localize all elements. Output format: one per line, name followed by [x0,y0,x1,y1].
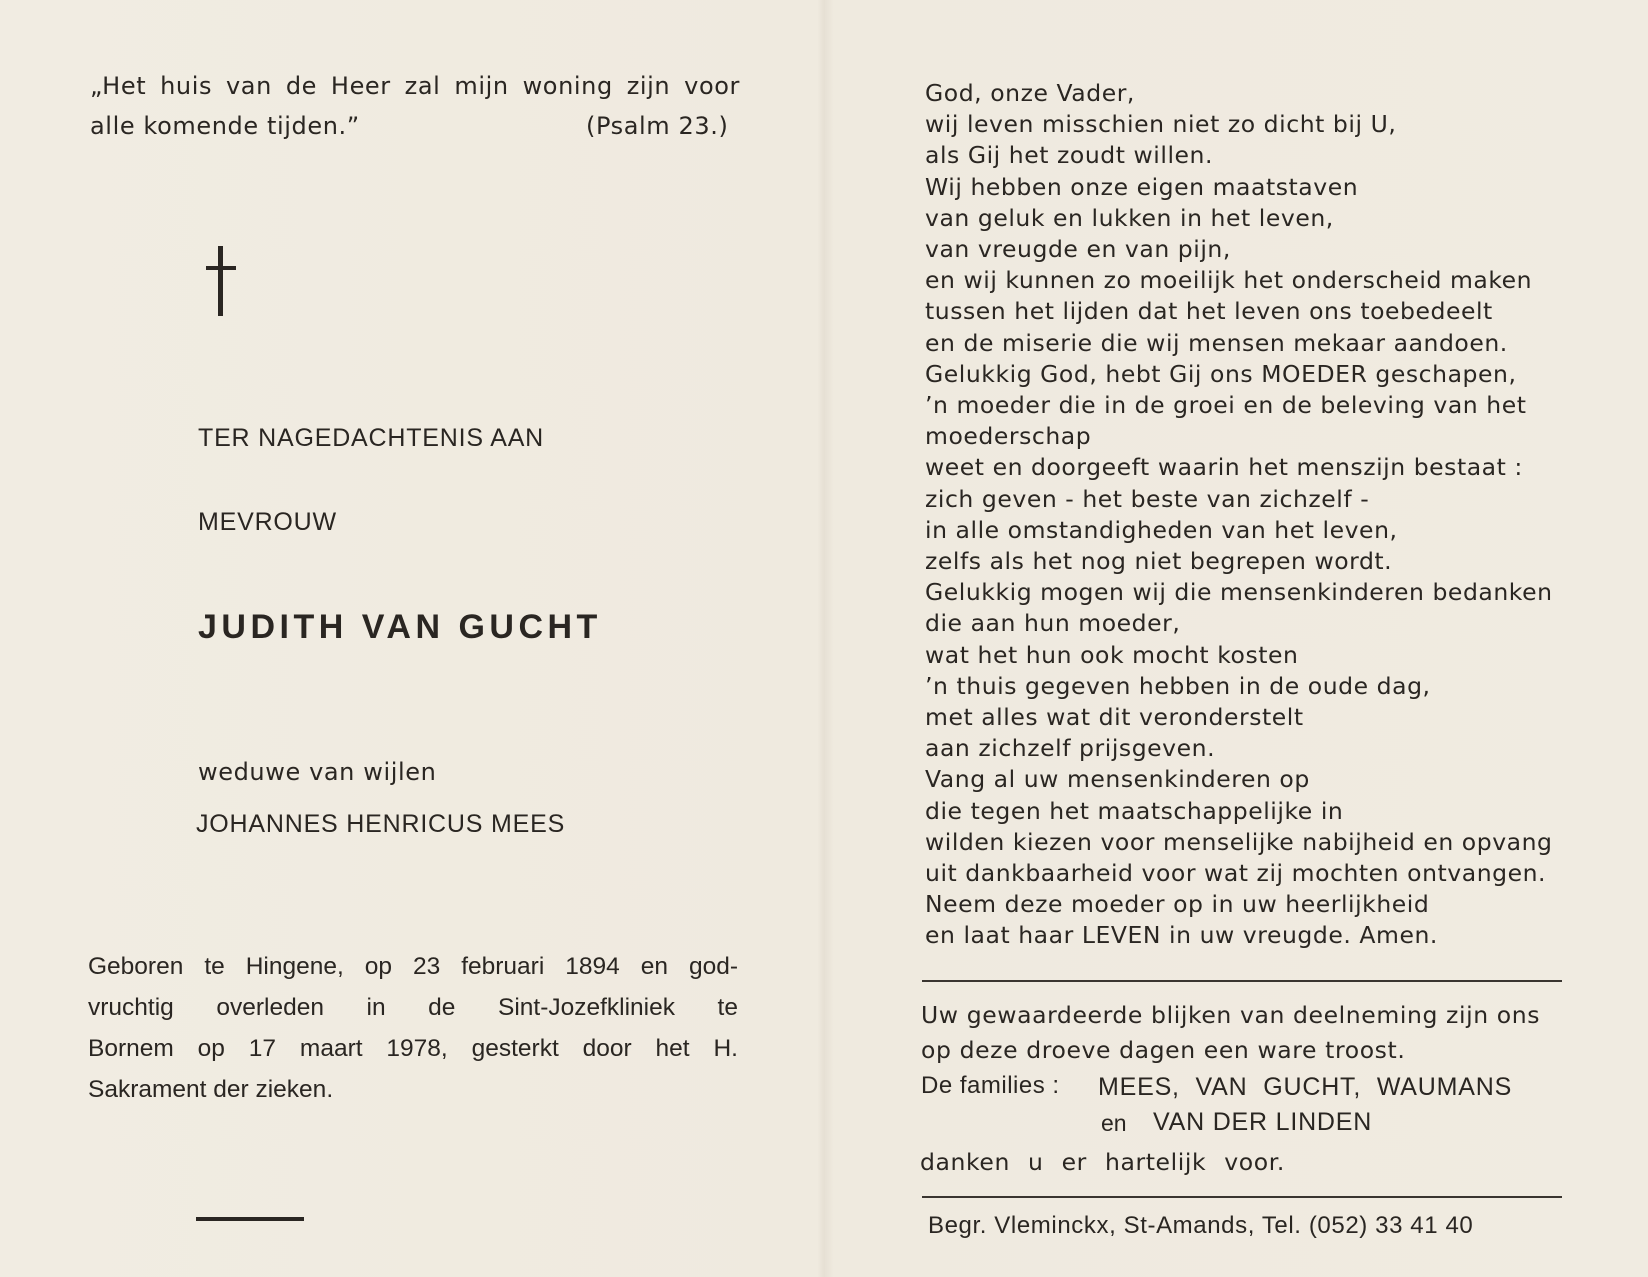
families-names: MEES, VAN GUCHT, WAUMANS [1098,1073,1513,1101]
prayer-line: in alle omstandigheden van het leven, [925,515,1398,544]
birth-death-paragraph [88,946,738,1110]
in-memory-heading: TER NAGEDACHTENIS AAN [198,424,545,452]
prayer-line: wij leven misschien niet zo dicht bij U, [925,110,1397,139]
prayer-line: Wij hebben onze eigen maatstaven [925,172,1359,201]
prayer-line: weet en doorgeeft waarin het menszijn bestaat : [925,453,1523,482]
undertaker-imprint: Begr. Vleminckx, St-Amands, Tel. (052) 33 41 40 [928,1212,1474,1239]
birth-line: vruchtig overleden in de Sint-Jozefkliniek te [88,994,738,1021]
families-label: De families : [921,1072,1060,1099]
psalm-reference: (Psalm 23.) [586,112,729,140]
prayer-line: van geluk en lukken in het leven, [925,203,1334,232]
prayer-line: God, onze Vader, [925,79,1135,107]
prayer-line: wat het hun ook mocht kosten [925,640,1299,669]
psalm-quote-line1: „Het huis van de Heer zal mijn woning zijn voor [90,72,740,100]
birth-line: Sakrament der zieken. [88,1076,334,1103]
birth-line: Bornem op 17 maart 1978, gesterkt door het H. [88,1035,738,1062]
divider-short [196,1217,304,1221]
thanks-line: op deze droeve dagen een ware troost. [921,1036,1406,1064]
prayer-line: en laat haar LEVEN in uw vreugde. Amen. [925,921,1438,950]
prayer-line: met alles wat dit veronderstelt [925,703,1304,732]
families-conjunction: en [1101,1110,1127,1136]
prayer-line: Vang al uw mensenkinderen op [925,765,1310,794]
prayer-line: als Gij het zoudt willen. [925,141,1214,170]
birth-line: Geboren te Hingene, op 23 februari 1894 en god- [88,953,738,980]
title-mevrouw: MEVROUW [198,508,337,536]
prayer-line: aan zichzelf prijsgeven. [925,734,1216,763]
prayer-line: Gelukkig mogen wij die mensenkinderen bedanken [925,578,1553,607]
prayer-line: Gelukkig God, hebt Gij ons MOEDER geschapen, [925,359,1517,388]
thanks-line: Uw gewaardeerde blijken van deelneming zijn ons [921,1001,1541,1029]
prayer-line: die tegen het maatschappelijke in [925,796,1344,825]
widow-of-label: weduwe van wijlen [198,758,437,786]
prayer-line: en de miserie die wij mensen mekaar aandoen. [925,328,1508,357]
prayer-line: die aan hun moeder, [925,609,1181,638]
prayer-line: zelfs als het nog niet begrepen wordt. [925,547,1393,576]
prayer-line: zich geven - het beste van zichzelf - [925,484,1370,513]
prayer-line: wilden kiezen voor menselijke nabijheid en opvang [925,827,1553,856]
families-last-name: VAN DER LINDEN [1153,1108,1373,1136]
prayer-text [925,78,1553,952]
prayer-line: ’n thuis gegeven hebben in de oude dag, [925,671,1431,700]
deceased-name: JUDITH VAN GUCHT [198,608,602,646]
prayer-line: tussen het lijden dat het leven ons toebedeelt [925,297,1493,326]
prayer-line: en wij kunnen zo moeilijk het onderscheid maken [925,266,1533,295]
closing-thanks: danken u er hartelijk voor. [920,1148,1285,1176]
divider-rule [922,1196,1562,1198]
prayer-line: moederschap [925,422,1092,451]
divider-rule [922,980,1562,982]
prayer-line: ’n moeder die in de groei en de beleving van het [925,391,1527,420]
prayer-line: van vreugde en van pijn, [925,235,1231,264]
thanks-text [921,998,1540,1068]
prayer-line: uit dankbaarheid voor wat zij mochten ontvangen. [925,859,1547,888]
prayer-line: Neem deze moeder op in uw heerlijkheid [925,890,1430,919]
husband-name: JOHANNES HENRICUS MEES [196,810,566,838]
cross-icon [203,246,239,316]
psalm-quote-line2: alle komende tijden.” [90,112,360,140]
